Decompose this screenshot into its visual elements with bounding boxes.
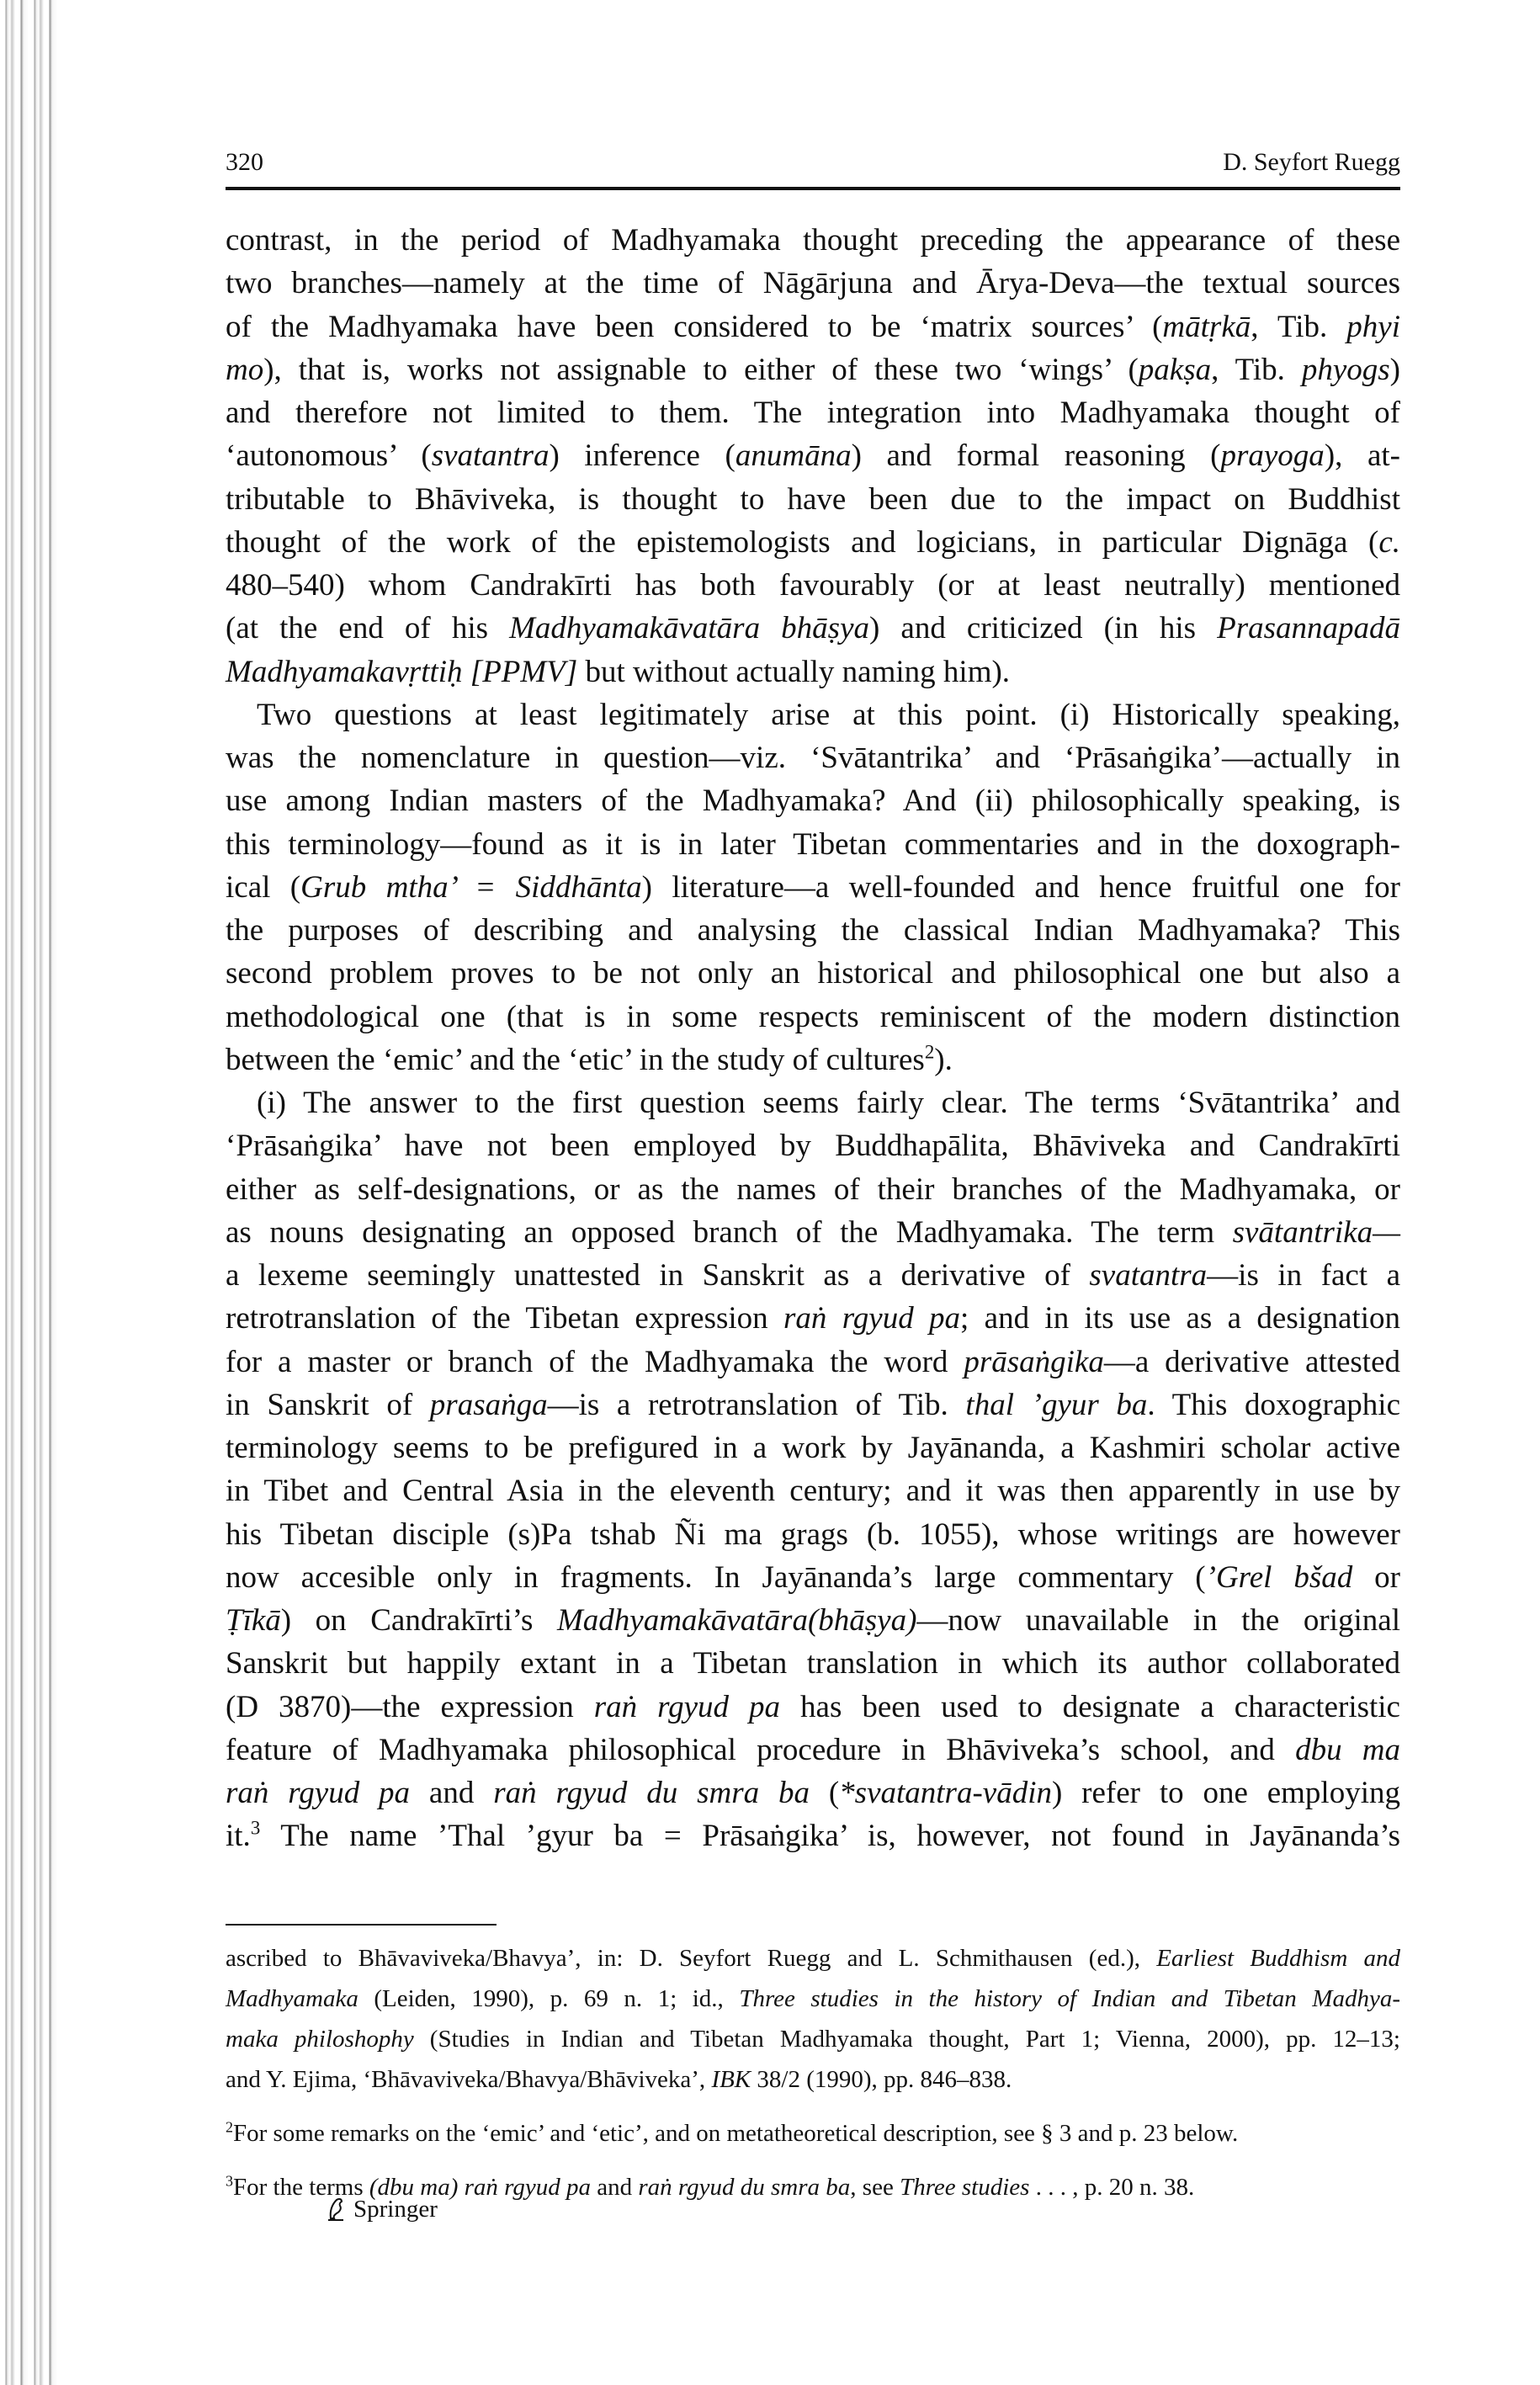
text-line [226,219,1400,262]
text-line [226,736,1400,779]
text-run: ) literature—a well-founded and hence fruitful one for [641,869,1400,905]
text-line [226,1124,1400,1167]
text-line [226,262,1400,305]
text-run: and Y. Ejima, ‘Bhāvaviveka/Bhavya/Bhāviveka’, [226,2066,712,2093]
text-run: and [410,1776,494,1810]
text-run: of the Madhyamaka have been considered to be ‘matrix sources’ ( [226,309,1163,344]
italic-term: Prasannapadā [1217,611,1400,646]
text-line [226,1642,1400,1685]
text-line [226,1469,1400,1512]
text-run: terminology seems to be prefigured in a work by Jayānanda, a Kashmiri scholar active [226,1431,1400,1465]
footnote-marker: 3 [250,1817,261,1839]
italic-term: pakṣa [1138,352,1212,387]
text-run: , Tib. [1211,352,1302,387]
running-author: D. Seyfort Ruegg [1223,148,1400,176]
footnote-marker: 2 [226,2118,233,2136]
text-run: Two questions at least legitimately arise at this point. (i) Historically speaking, [257,697,1400,732]
text-run: (at the end of his [226,611,510,646]
text-run: his Tibetan disciple (s)Pa tshab Ñi ma grags (b. 1055), whose writings are however [226,1517,1400,1552]
italic-term: (dbu ma) raṅ rgyud pa [369,2174,592,2201]
text-run: —is in fact a [1207,1258,1400,1293]
text-line [226,1384,1400,1426]
text-run: was the nomenclature in question—viz. ‘Svātantrika’ and ‘Prāsaṅgika’—actually in [226,741,1400,775]
text-line [226,909,1400,952]
text-run: ), that is, works not assignable to either of these two ‘wings’ ( [263,352,1139,387]
text-run: methodological one (that is in some respects reminiscent of the modern distinction [226,999,1400,1034]
text-run: in Tibet and Central Asia in the eleventh century; and it was then apparently in use by [226,1474,1400,1509]
text-line [226,348,1400,391]
italic-term: svatantra [1089,1258,1208,1293]
text-line [226,996,1400,1038]
text-line [226,1979,1400,2019]
text-run: ) and criticized (in his [869,611,1218,646]
text-run: ) on Candrakīrti’s [280,1603,557,1638]
text-run: ), at- [1324,438,1400,474]
text-line [226,1081,1400,1124]
italic-term: mātṛkā [1162,309,1251,344]
text-line [226,1556,1400,1599]
text-run: contrast, in the period of Madhyamaka thought preceding the appearance of these [226,223,1400,258]
text-line [226,1297,1400,1340]
text-line [226,1686,1400,1729]
text-run: (i) The answer to the first question seems fairly clear. The terms ‘Svātantrika’ and [257,1086,1400,1120]
text-line [226,434,1400,477]
text-line [226,1771,1400,1814]
footnote-marker: 3 [226,2172,233,2190]
scan-edge-artifact [0,0,59,2385]
italic-term: anumāna [735,438,852,474]
text-line [226,564,1400,607]
text-run: ical ( [226,869,301,905]
text-run: a lexeme seemingly unattested in Sanskrit as a derivative of [226,1258,1090,1293]
text-line [226,1513,1400,1556]
text-run: or [1352,1559,1400,1595]
italic-term: raṅ rgyud du smra ba [493,1776,810,1810]
text-run: now accesible only in fragments. In Jayānanda’s large commentary ( [226,1559,1206,1595]
text-run: (Studies in Indian and Tibetan Madhyamaka thought, Part 1; Vienna, 2000), pp. 12–13; [413,2026,1400,2053]
text-run: ) [1389,352,1400,387]
text-run: —now unavailable in the original [916,1603,1400,1638]
footnote-gap [226,2100,1400,2113]
italic-term: svatantra [431,438,550,474]
text-line [226,2019,1400,2059]
text-line [226,1814,1400,1857]
text-run: . . . , p. 20 n. 38. [1029,2174,1195,2201]
italic-term: *svatantra-vādin [839,1776,1052,1810]
text-run: but without actually naming him). [577,654,1011,689]
header-rule [226,187,1400,190]
page-number: 320 [226,148,263,176]
text-run: (Leiden, 1990), p. 69 n. 1; id., [358,1985,740,2012]
italic-term: raṅ rgyud pa [783,1301,961,1336]
text-line [226,305,1400,348]
text-run: ). [934,1042,953,1077]
text-run: and therefore not limited to them. The integration into Madhyamaka thought of [226,396,1400,430]
italic-term: raṅ rgyud pa [226,1776,411,1810]
italic-term: Madhyamakāvatāra(bhāṣya) [556,1603,917,1638]
text-line [226,1729,1400,1771]
text-run: ) inference ( [549,438,735,474]
text-run: thought of the work of the epistemologists and logicians, in particular Dignāga ( [226,524,1379,560]
text-line [226,1168,1400,1211]
italic-term: Madhyamakāvatāra bhāṣya [509,611,869,646]
text-run: as nouns designating an opposed branch of the Madhyamaka. The term [226,1214,1233,1250]
text-run: , see [850,2174,900,2201]
text-run: two branches—namely at the time of Nāgārjuna and Ārya-Deva—the textual sources [226,266,1400,301]
text-run: this terminology—found as it is in later Tibetan commentaries and in the doxograph- [226,826,1400,862]
text-line [226,1254,1400,1297]
text-line [226,521,1400,564]
italic-term: Three studies [900,2174,1030,2201]
text-run: tributable to Bhāviveka, is thought to have been due to the impact on Buddhist [226,481,1400,517]
italic-term: svātantrika— [1232,1214,1400,1250]
italic-term: phyogs [1301,352,1390,387]
italic-term: Ṭīkā [226,1603,281,1638]
text-line [226,1938,1400,1979]
text-run: (D 3870)—the expression [226,1689,594,1724]
italic-term: Madhyamakavṛttiḥ [PPMV] [226,654,578,689]
italic-term: Madhyamaka [226,1985,358,2012]
text-line [226,1426,1400,1469]
text-line [226,1341,1400,1384]
text-run: ) refer to one employing [1051,1776,1400,1810]
italic-term: prasaṅga [429,1387,548,1422]
text-line [226,866,1400,909]
text-run: ( [809,1776,840,1810]
text-run: either as self-designations, or as the names of their branches of the Madhyamaka, or [226,1171,1400,1207]
text-run: ; and in its use as a designation [960,1301,1400,1336]
text-line [226,2059,1400,2100]
text-run: ) and formal reasoning ( [851,438,1221,474]
text-run: and [591,2174,639,2201]
body-text [226,219,1400,1858]
text-run: ascribed to Bhāvaviveka/Bhavya’, in: D. Seyfort Ruegg and L. Schmithausen (ed.), [226,1945,1157,1972]
text-run: the purposes of describing and analysing the classical Indian Madhyamaka? This [226,913,1400,948]
text-run: between the ‘emic’ and the ‘etic’ in the study of cultures [226,1042,925,1077]
italic-term: prayoga [1220,438,1325,474]
footnote-rule [226,1924,497,1926]
italic-term: Earliest Buddhism and [1156,1945,1400,1972]
text-run: ‘Prāsaṅgika’ have not been employed by Buddhapālita, Bhāviveka and Candrakīrti [226,1129,1400,1164]
italic-term: mo [226,352,264,387]
footnotes [226,1938,1400,2207]
text-line [226,1211,1400,1254]
text-run: it. [226,1819,251,1854]
text-run: For some remarks on the ‘emic’ and ‘etic’, and on metatheoretical description, see § 3 and p. 23 below. [232,2120,1239,2147]
text-line [226,779,1400,822]
text-line [226,1038,1400,1081]
text-run: ‘autonomous’ ( [226,438,432,474]
italic-term: phyi [1346,309,1400,344]
text-run: 38/2 (1990), pp. 846–838. [751,2066,1012,2093]
italic-term: Grub mtha’ = Siddhānta [300,869,642,905]
italic-term: maka philoshophy [226,2026,414,2053]
italic-term: thal ’gyur ba [965,1387,1148,1422]
text-line [226,693,1400,736]
running-header [226,148,1400,182]
text-run: for a master or branch of the Madhyamaka the word [226,1344,964,1379]
italic-term: Three studies in the history of Indian and Tibetan Madhya- [739,1985,1400,2012]
text-line [226,391,1400,434]
springer-horse-icon [323,2195,348,2223]
italic-term: c. [1378,524,1400,560]
publisher-name: Springer [353,2195,438,2223]
text-run: use among Indian masters of the Madhyamaka? And (ii) philosophically speaking, is [226,783,1400,819]
text-run: retrotranslation of the Tibetan expression [226,1301,784,1336]
italic-term: raṅ rgyud du smra ba [638,2174,851,2201]
text-line [226,823,1400,866]
text-run: feature of Madhyamaka philosophical procedure in Bhāviveka’s school, and [226,1732,1296,1767]
italic-term: prāsaṅgika [964,1344,1104,1379]
text-run: Sanskrit but happily extant in a Tibetan translation in which its author collaborated [226,1646,1400,1681]
text-run: second problem proves to be not only an historical and philosophical one but also a [226,956,1400,991]
footnote-gap [226,2154,1400,2167]
text-line [226,651,1400,693]
italic-term: raṅ rgyud pa [593,1689,781,1724]
text-run: in Sanskrit of [226,1387,430,1422]
italic-term: dbu ma [1295,1732,1400,1767]
text-run: . This doxographic [1147,1387,1400,1422]
text-line [226,952,1400,995]
text-run: For the terms [232,2174,369,2201]
publisher-logo [323,2195,438,2223]
text-run: has been used to designate a characteristic [780,1689,1400,1724]
footnote-marker: 2 [924,1041,935,1063]
text-line [226,1599,1400,1642]
text-line [226,607,1400,650]
text-line [226,2113,1400,2154]
text-line [226,478,1400,521]
text-run: The name ’Thal ’gyur ba = Prāsaṅgika’ is, however, not found in Jayānanda’s [260,1819,1400,1854]
text-run: —is a retrotranslation of Tib. [547,1387,966,1422]
text-run: 480–540) whom Candrakīrti has both favourably (or at least neutrally) mentioned [226,568,1400,603]
italic-term: ’Grel bšad [1205,1559,1353,1595]
italic-term: IBK [711,2066,751,2093]
text-run: , Tib. [1251,309,1347,344]
text-run: —a derivative attested [1103,1344,1401,1379]
